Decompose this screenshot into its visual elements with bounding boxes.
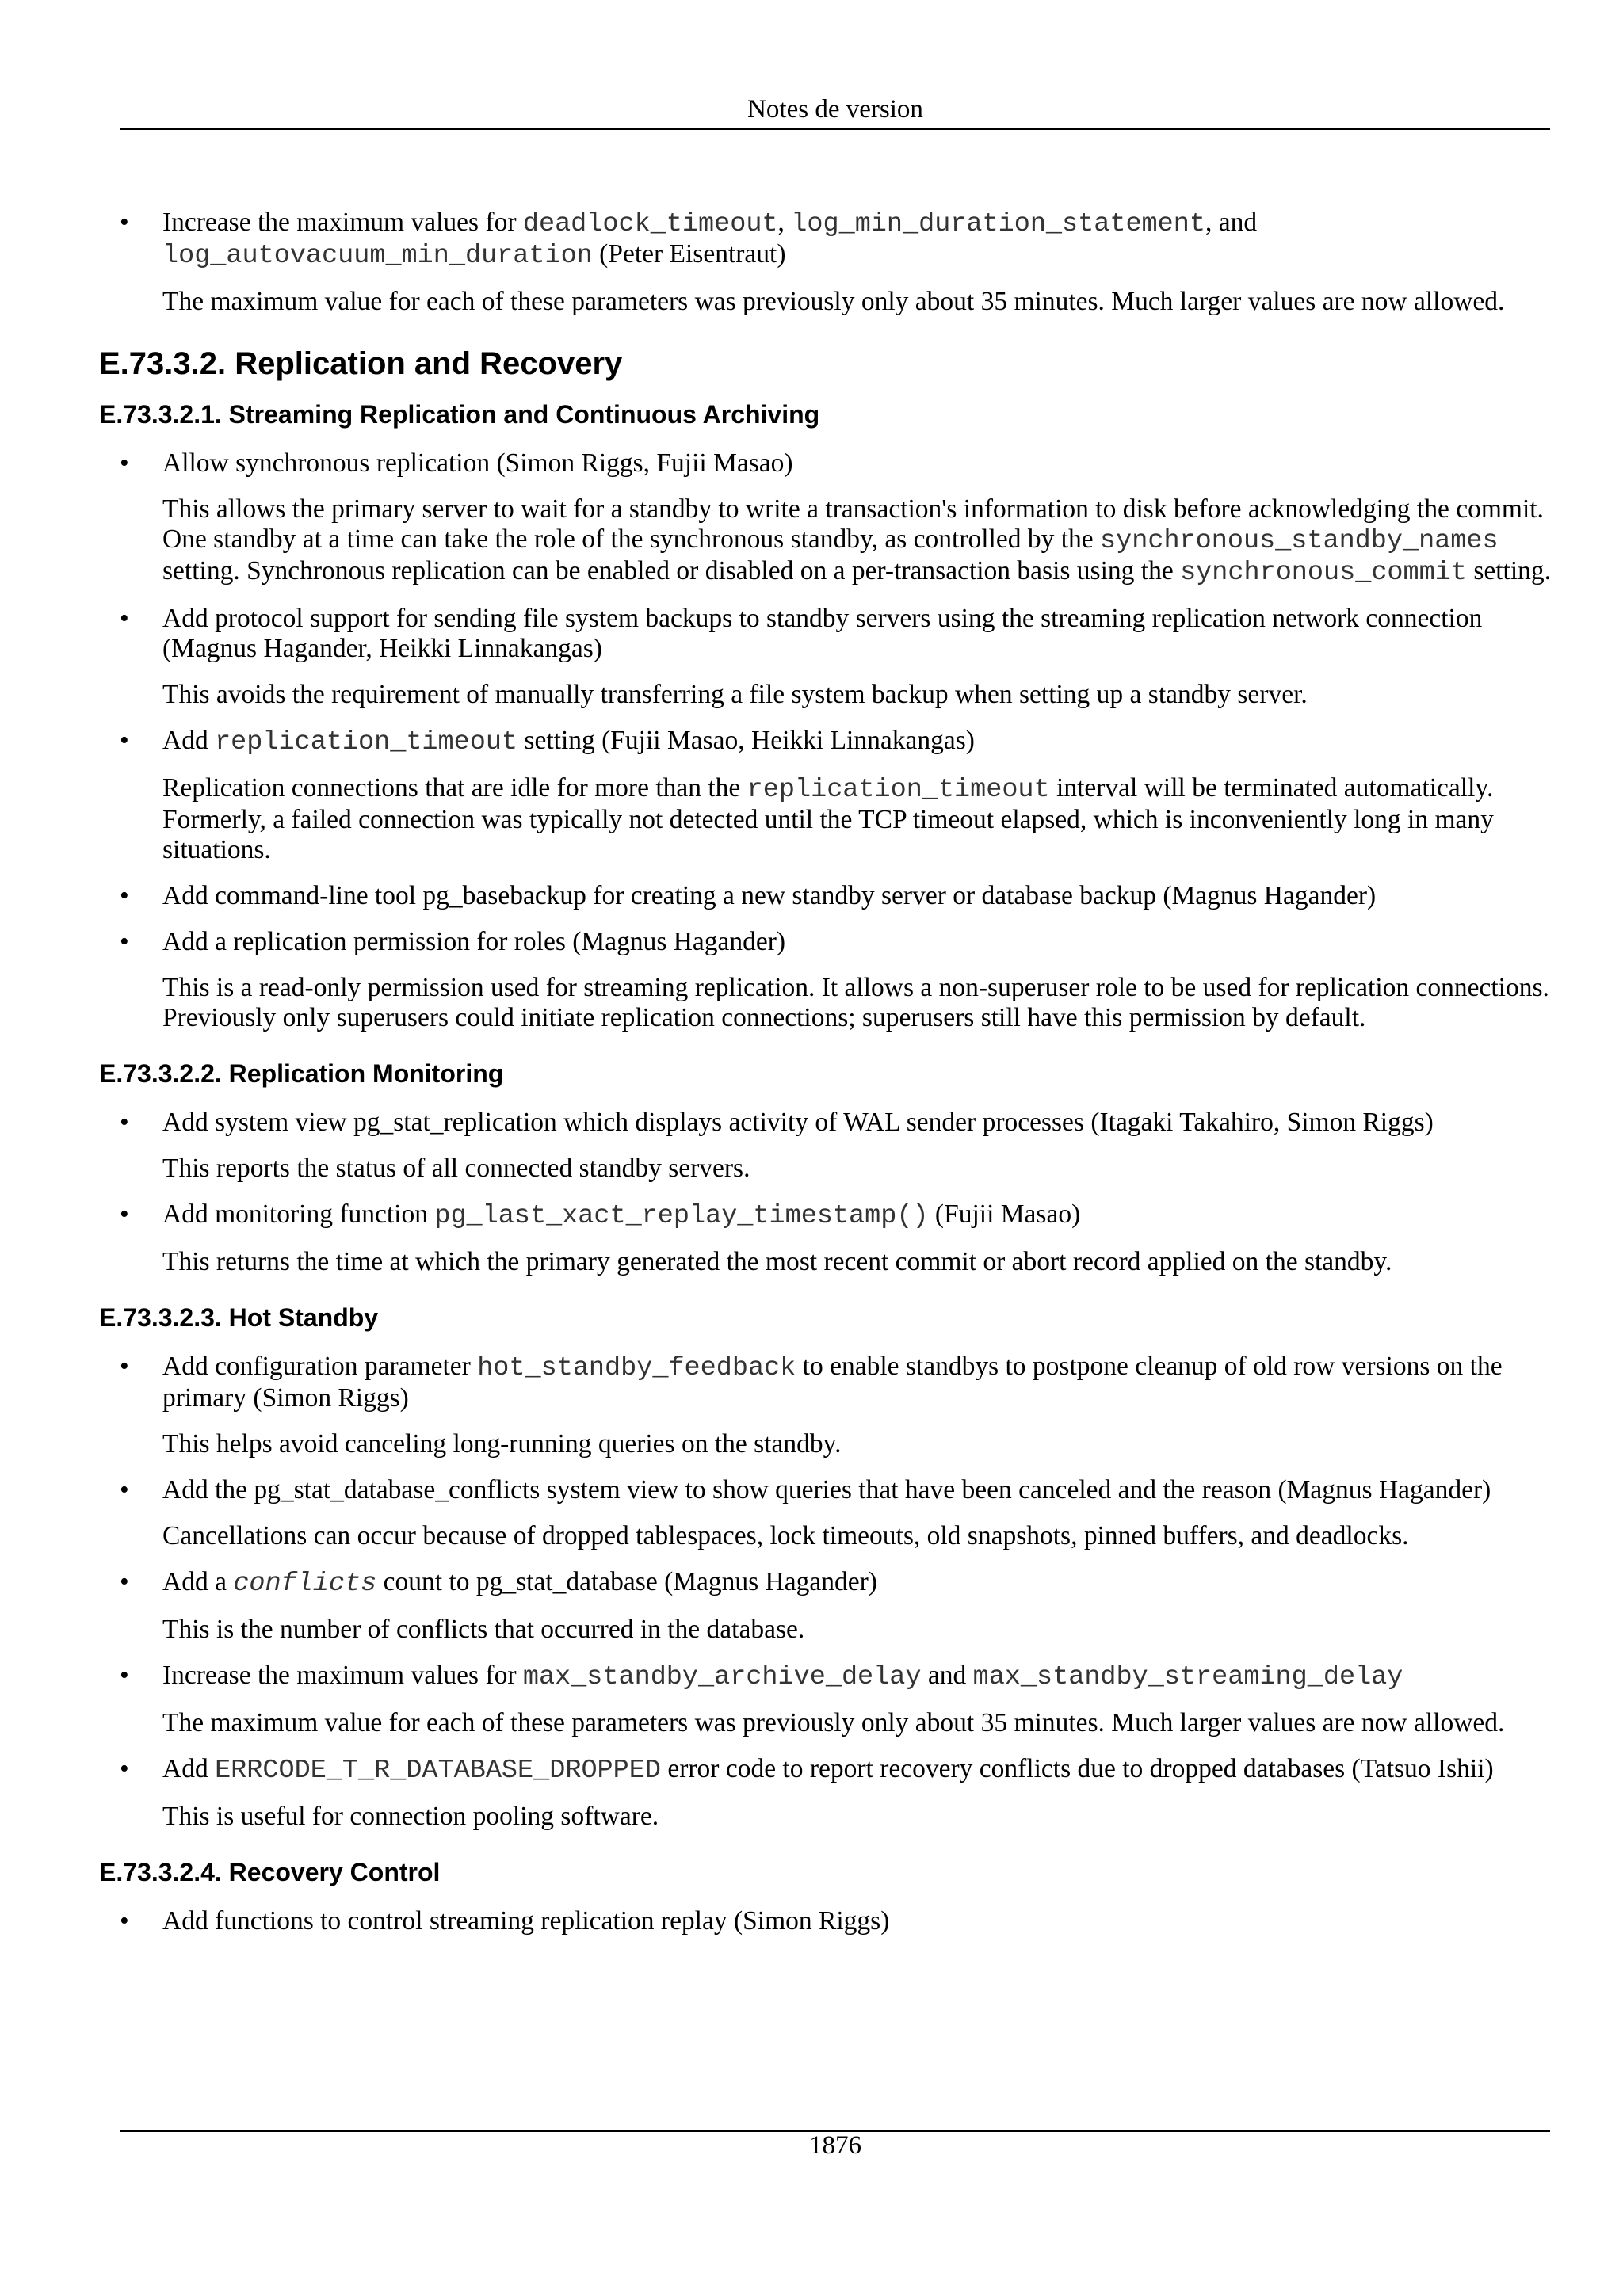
list-item: [99, 1906, 1557, 1936]
list-item: [99, 448, 1557, 588]
param-name: deadlock_timeout: [522, 209, 778, 239]
item-detail: Cancellations can occur because of dropped tablespaces, lock timeouts, old snapshots, pinned buffers, and deadlocks.: [162, 1521, 1409, 1550]
item-text: Add monitoring function pg_last_xact_replay_timestamp() (Fujii Masao): [162, 1199, 1081, 1231]
bullet: •: [120, 1475, 129, 1505]
list-item: [99, 726, 1557, 865]
bullet: •: [120, 1199, 129, 1229]
list-item: [99, 1475, 1557, 1551]
subsection-heading-monitoring: E.73.3.2.2. Replication Monitoring: [99, 1059, 504, 1088]
param-name: max_standby_archive_delay: [522, 1662, 922, 1692]
item-detail: This is useful for connection pooling software.: [162, 1802, 659, 1831]
bullet: •: [120, 1567, 129, 1596]
bullet: •: [120, 1906, 129, 1936]
list-item: [99, 1199, 1557, 1277]
running-header: Notes de version: [747, 95, 923, 124]
list-item: [99, 927, 1557, 1033]
item-detail: Replication connections that are idle for more than the replication_timeout interval will be terminated automatically. Formerly, a failed connection was typically not detected until the TCP timeout elapsed, which is inconveniently long in many situations.: [162, 773, 1494, 864]
param-name: log_autovacuum_min_duration: [162, 241, 593, 271]
item-detail: This returns the time at which the primary generated the most recent commit or abort record applied on the standby.: [162, 1247, 1392, 1276]
item-detail: The maximum value for each of these parameters was previously only about 35 minutes. Much larger values are now allowed.: [162, 1708, 1505, 1737]
item-detail: This allows the primary server to wait for a standby to write a transaction's information to disk before acknowledging the commit. One standby at a time can take the role of the synchronous standby, as controlled by the synchronous_standby_names setting. Synchronous replication can be enabled or disabled on a per-transaction basis using the synchronous_commit setting.: [162, 494, 1552, 588]
item-text: Add ERRCODE_T_R_DATABASE_DROPPED error code to report recovery conflicts due to dropped databases (Tatsuo Ishii): [162, 1754, 1494, 1786]
section-heading: E.73.3.2. Replication and Recovery: [99, 346, 623, 381]
item-text: Add system view pg_stat_replication which displays activity of WAL sender processes (Itagaki Takahiro, Simon Riggs): [162, 1108, 1434, 1137]
list-item: [99, 1352, 1557, 1459]
item-text: Add command-line tool pg_basebackup for creating a new standby server or database backup (Magnus Hagander): [162, 881, 1377, 910]
item-detail: This is a read-only permission used for streaming replication. It allows a non-superuser role to be used for replication connections. Previously only superusers could initiate replication connections; superusers still have this permission by default.: [162, 973, 1549, 1032]
function-name: pg_last_xact_replay_timestamp(): [434, 1201, 929, 1231]
hot-standby-list: [99, 1352, 1557, 1832]
bullet: •: [120, 1661, 129, 1690]
item-detail: This helps avoid canceling long-running queries on the standby.: [162, 1429, 842, 1459]
item-text: Add a conflicts count to pg_stat_database (Magnus Hagander): [162, 1567, 877, 1599]
item-text: Add protocol support for sending file system backups to standby servers using the streaming replication network connection (Magnus Hagander, Heikki Linnakangas): [162, 604, 1483, 663]
subsection-heading-streaming: E.73.3.2.1. Streaming Replication and Continuous Archiving: [99, 400, 820, 429]
bullet: •: [120, 604, 129, 633]
item-detail: The maximum value for each of these parameters was previously only about 35 minutes. Much larger values are now allowed.: [162, 287, 1505, 316]
bullet: •: [120, 726, 129, 755]
item-text: Increase the maximum values for deadlock_timeout, log_min_duration_statement, and log_autovacuum_min_duration (Peter Eisentraut): [162, 208, 1258, 271]
bullet: •: [120, 1108, 129, 1137]
error-code: ERRCODE_T_R_DATABASE_DROPPED: [215, 1756, 661, 1786]
list-item: [99, 604, 1557, 710]
item-text: Increase the maximum values for max_standby_archive_delay and max_standby_streaming_delay: [162, 1661, 1403, 1692]
param-name: log_min_duration_statement: [791, 209, 1205, 239]
item-text: Add the pg_stat_database_conflicts system view to show queries that have been canceled and the reason (Magnus Hagander): [162, 1475, 1491, 1505]
param-name: synchronous_standby_names: [1100, 526, 1499, 556]
page-content: [99, 208, 1557, 1952]
page-number: 1876: [809, 2131, 861, 2160]
item-text: Add functions to control streaming replication replay (Simon Riggs): [162, 1906, 890, 1936]
monitoring-list: [99, 1108, 1557, 1277]
item-detail: This reports the status of all connected standby servers.: [162, 1154, 750, 1183]
subsection-heading-recovery-control: E.73.3.2.4. Recovery Control: [99, 1858, 441, 1886]
bullet: •: [120, 1352, 129, 1381]
list-item: [99, 1567, 1557, 1645]
streaming-list: [99, 448, 1557, 1033]
item-text: Allow synchronous replication (Simon Riggs, Fujii Masao): [162, 448, 793, 478]
item-text: Add configuration parameter hot_standby_feedback to enable standbys to postpone cleanup of old row versions on the primary (Simon Riggs): [162, 1352, 1503, 1413]
intro-list: [99, 208, 1557, 317]
bullet: •: [120, 1754, 129, 1783]
list-item: [99, 1661, 1557, 1738]
item-text: Add replication_timeout setting (Fujii Masao, Heikki Linnakangas): [162, 726, 975, 757]
param-name: replication_timeout: [215, 727, 518, 757]
param-name: replication_timeout: [747, 775, 1050, 805]
bullet: •: [120, 448, 129, 478]
bullet: •: [120, 927, 129, 956]
column-name: conflicts: [233, 1569, 377, 1599]
item-detail: This avoids the requirement of manually transferring a file system backup when setting up a standby server.: [162, 680, 1308, 709]
bullet: •: [120, 208, 129, 237]
header-rule: [120, 128, 1550, 130]
param-name: hot_standby_feedback: [477, 1353, 796, 1383]
recovery-control-list: [99, 1906, 1557, 1936]
param-name: synchronous_commit: [1180, 558, 1467, 588]
list-item: [99, 881, 1557, 911]
item-text: Add a replication permission for roles (Magnus Hagander): [162, 927, 786, 956]
list-item: [99, 1108, 1557, 1184]
list-item: [99, 1754, 1557, 1832]
list-item: [99, 208, 1557, 317]
bullet: •: [120, 881, 129, 910]
param-name: max_standby_streaming_delay: [972, 1662, 1403, 1692]
item-detail: This is the number of conflicts that occurred in the database.: [162, 1615, 805, 1644]
subsection-heading-hot-standby: E.73.3.2.3. Hot Standby: [99, 1303, 379, 1332]
